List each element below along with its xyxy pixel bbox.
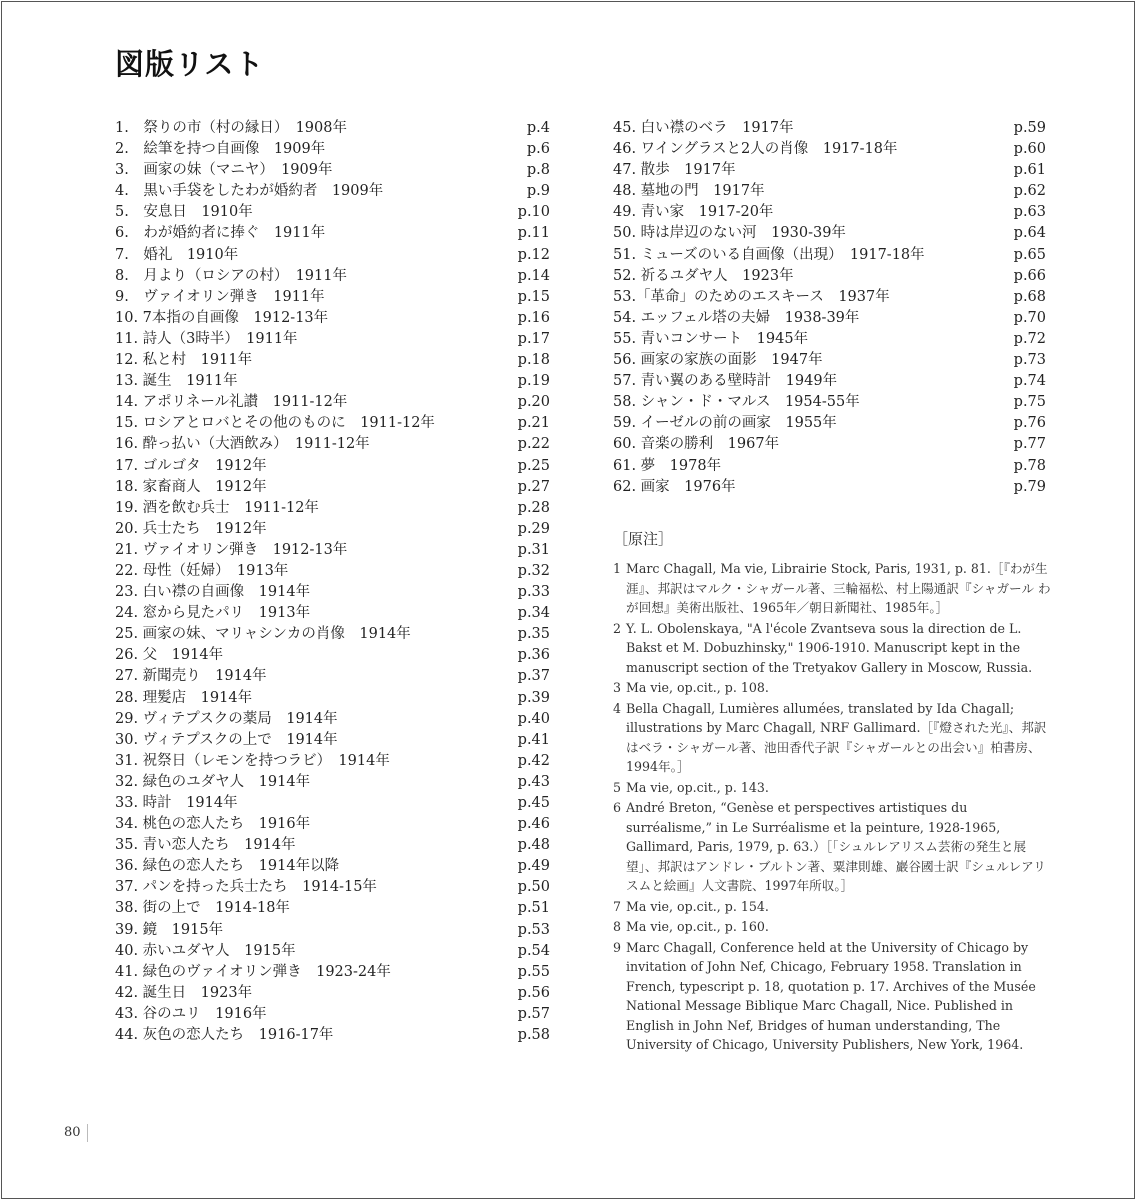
plate-entry (115, 392, 550, 413)
plate-title: 46. ワイングラスと2人の肖像 1917-18年 (613, 141, 898, 158)
plate-entry (115, 835, 550, 856)
plate-entry (115, 983, 550, 1004)
plate-title: 51. ミューズのいる自画像（出現） 1917-18年 (613, 246, 925, 263)
plate-title: 3. 画家の妹（マニヤ） 1909年 (115, 162, 333, 179)
plate-title: 17. ゴルゴタ 1912年 (115, 457, 267, 474)
plate-entry (115, 582, 550, 603)
plate-title: 19. 酒を飲む兵士 1911-12年 (115, 499, 319, 516)
plate-entry (115, 898, 550, 919)
note-text: Marc Chagall, Conference held at the University of Chicago by invitation of John Nef, Chicago, February 1958. Translation in French, typescript p. 18, quotation p. 17. Archives of the Musée National Message Biblique Marc Chagall, Nice. Published in English in John Nef, Bridges of human understanding, The University of Chicago, University Publishers, New York, 1964. (626, 939, 1036, 1052)
notes-list (613, 559, 1053, 1055)
plate-page-ref: p.57 (517, 1005, 550, 1022)
plate-entry (613, 160, 1046, 181)
plate-entry (613, 118, 1046, 139)
plate-title: 32. 緑色のユダヤ人 1914年 (115, 773, 311, 790)
plate-page-ref: p.78 (1013, 457, 1046, 474)
plate-entry (115, 308, 550, 329)
plate-page-ref: p.48 (517, 837, 550, 854)
plate-page-ref: p.35 (517, 626, 550, 643)
plate-title: 1. 祭りの市（村の縁日） 1908年 (115, 120, 347, 136)
plate-title: 43. 谷のユリ 1916年 (115, 1005, 267, 1022)
plate-title: 25. 画家の妹、マリャシンカの肖像 1914年 (115, 626, 411, 643)
plate-entry (613, 477, 1046, 498)
plate-title: 34. 桃色の恋人たち 1916年 (115, 816, 311, 833)
plate-page-ref: p.76 (1013, 415, 1046, 432)
note-item (613, 678, 1053, 698)
page-number: 80 (64, 1124, 88, 1142)
document-page (1, 1, 1135, 1199)
plate-entry (115, 498, 550, 519)
plate-page-ref: p.73 (1013, 352, 1046, 369)
plate-title: 38. 街の上で 1914-18年 (115, 900, 290, 917)
plate-page-ref: p.64 (1013, 225, 1046, 242)
note-text: André Breton, “Genèse et perspectives artistiques du surréalisme,” in Le Surréalisme et la peinture, 1928-1965, Gallimard, Paris, 1979, p. 63.）［「シュルレアリスム芸術の発生と展望」、邦訳はアンドレ・ブルトン著、粟津則雄、巖谷國士訳『シュルレアリスムと絵画』人文書院、1997年所収。］ (626, 800, 1046, 893)
plate-page-ref: p.53 (517, 921, 550, 938)
plate-entry (115, 519, 550, 540)
plate-page-ref: p.65 (1013, 246, 1046, 263)
plate-entry (115, 223, 550, 244)
plate-title: 57. 青い翼のある壁時計 1949年 (613, 373, 838, 390)
plate-title: 15. ロシアとロバとその他のものに 1911-12年 (115, 415, 435, 432)
plate-title: 52. 祈るユダヤ人 1923年 (613, 267, 794, 284)
plate-title: 12. 私と村 1911年 (115, 352, 253, 369)
plate-page-ref: p.60 (1013, 141, 1046, 158)
note-number: 2 (613, 620, 622, 636)
plate-title: 40. 赤いユダヤ人 1915年 (115, 942, 296, 959)
plate-entry (115, 730, 550, 751)
note-text: Marc Chagall, Ma vie, Librairie Stock, Paris, 1931, p. 81.［『わが生涯』、邦訳はマルク・シャガール著、三輪福松、村上陽通訳『シャガール わが回想』美術出版社、1965年／朝日新聞社、1985年。］ (626, 561, 1051, 615)
note-item (613, 897, 1053, 917)
plate-page-ref: p.22 (517, 436, 550, 453)
note-item (613, 938, 1053, 1055)
plate-title: 4. 黒い手袋をしたわが婚約者 1909年 (115, 183, 384, 200)
plate-page-ref: p.61 (1013, 162, 1046, 179)
plate-entry (115, 624, 550, 645)
plate-entry (115, 477, 550, 498)
plate-entry (115, 139, 550, 160)
plate-page-ref: p.9 (526, 183, 550, 200)
plate-list-right (613, 118, 1046, 498)
plate-entry (115, 1025, 550, 1046)
plate-page-ref: p.11 (517, 225, 550, 242)
note-number: 4 (613, 700, 622, 716)
plate-page-ref: p.21 (517, 415, 550, 432)
note-number: 7 (613, 898, 622, 914)
plate-title: 47. 散歩 1917年 (613, 162, 736, 179)
plate-page-ref: p.41 (517, 731, 550, 748)
plate-title: 13. 誕生 1911年 (115, 373, 238, 390)
plate-entry (115, 118, 550, 139)
plate-title: 10. 7本指の自画像 1912-13年 (115, 309, 329, 326)
plate-page-ref: p.40 (517, 710, 550, 727)
plate-page-ref: p.77 (1013, 436, 1046, 453)
plate-entry (115, 456, 550, 477)
plate-entry (115, 920, 550, 941)
plate-entry (115, 856, 550, 877)
plate-entry (613, 434, 1046, 455)
plate-title: 58. シャン・ド・マルス 1954-55年 (613, 394, 860, 411)
plate-title: 24. 窓から見たパリ 1913年 (115, 605, 311, 622)
plate-entry (115, 287, 550, 308)
plate-title: 11. 詩人（3時半） 1911年 (115, 330, 298, 347)
plate-page-ref: p.20 (517, 394, 550, 411)
plate-page-ref: p.66 (1013, 267, 1046, 284)
plate-title: 36. 緑色の恋人たち 1914年以降 (115, 858, 340, 875)
plate-page-ref: p.70 (1013, 309, 1046, 326)
plate-entry (115, 814, 550, 835)
plate-entry (115, 561, 550, 582)
plate-title: 39. 鏡 1915年 (115, 921, 224, 938)
plate-entry (115, 709, 550, 730)
plate-entry (115, 202, 550, 223)
plate-title: 44. 灰色の恋人たち 1916-17年 (115, 1027, 334, 1044)
plate-page-ref: p.68 (1013, 288, 1046, 305)
plate-entry (115, 181, 550, 202)
plate-title: 9. ヴァイオリン弾き 1911年 (115, 288, 325, 305)
plate-page-ref: p.79 (1013, 478, 1046, 495)
note-text: Ma vie, op.cit., p. 160. (626, 919, 769, 934)
plate-page-ref: p.18 (517, 352, 550, 369)
plate-entry (613, 266, 1046, 287)
plate-entry (115, 751, 550, 772)
plate-entry (613, 350, 1046, 371)
plate-title: 62. 画家 1976年 (613, 478, 736, 495)
notes-heading: ［原注］ (613, 530, 674, 548)
plate-title: 42. 誕生日 1923年 (115, 984, 253, 1001)
plate-title: 16. 酔っ払い（大酒飲み） 1911-12年 (115, 436, 370, 453)
plate-entry (115, 1004, 550, 1025)
plate-title: 20. 兵士たち 1912年 (115, 520, 267, 537)
plate-title: 7. 婚礼 1910年 (115, 246, 239, 263)
plate-page-ref: p.6 (526, 141, 550, 158)
note-item (613, 917, 1053, 937)
plate-page-ref: p.31 (517, 541, 550, 558)
note-text: Ma vie, op.cit., p. 154. (626, 898, 769, 914)
plate-title: 59. イーゼルの前の画家 1955年 (613, 415, 837, 432)
plate-entry (115, 350, 550, 371)
plate-entry (613, 392, 1046, 413)
plate-entry (115, 540, 550, 561)
note-item (613, 559, 1053, 618)
note-text: Bella Chagall, Lumières allumées, translated by Ida Chagall; illustrations by Marc Chagall, NRF Gallimard.［『燈された光』、邦訳はベラ・シャガール著、池田香代子訳『シャガールとの出会い』柏書房、1994年。］ (626, 700, 1047, 774)
plate-page-ref: p.34 (517, 605, 550, 622)
note-number: 9 (613, 939, 622, 955)
plate-page-ref: p.54 (517, 942, 550, 959)
plate-page-ref: p.72 (1013, 330, 1046, 347)
plate-page-ref: p.15 (517, 288, 550, 305)
plate-entry (115, 413, 550, 434)
plate-title: 50. 時は岸辺のない河 1930-39年 (613, 225, 846, 242)
plate-title: 54. エッフェル塔の夫婦 1938-39年 (613, 309, 860, 326)
plate-page-ref: p.49 (517, 858, 550, 875)
plate-page-ref: p.25 (517, 457, 550, 474)
plate-title: 56. 画家の家族の面影 1947年 (613, 352, 823, 369)
plate-page-ref: p.27 (517, 478, 550, 495)
plate-page-ref: p.46 (517, 816, 550, 833)
note-text: Y. L. Obolenskaya, "A l'école Zvantseva sous la direction de L. Bakst et M. Dobuzhinsky," 1906-1910. Manuscript kept in the manuscript section of the Tretyakov Gallery in Moscow, Russia. (626, 620, 1033, 675)
note-text: Ma vie, op.cit., p. 143. (626, 779, 769, 795)
plate-page-ref: p.33 (517, 584, 550, 601)
plate-page-ref: p.32 (517, 562, 550, 579)
plate-title: 22. 母性（妊婦） 1913年 (115, 562, 289, 579)
plate-entry (115, 941, 550, 962)
plate-title: 55. 青いコンサート 1945年 (613, 330, 809, 347)
plate-entry (613, 181, 1046, 202)
plate-title: 21. ヴァイオリン弾き 1912-13年 (115, 541, 348, 558)
plate-entry (613, 329, 1046, 350)
plate-title: 29. ヴィテプスクの薬局 1914年 (115, 710, 338, 727)
plate-page-ref: p.74 (1013, 373, 1046, 390)
plate-page-ref: p.45 (517, 795, 550, 811)
note-number: 5 (613, 779, 622, 795)
plate-entry (613, 245, 1046, 266)
plate-page-ref: p.42 (517, 752, 550, 769)
plate-title: 37. パンを持った兵士たち 1914-15年 (115, 879, 377, 896)
plate-page-ref: p.16 (517, 309, 550, 326)
plate-entry (613, 371, 1046, 392)
plate-title: 60. 音楽の勝利 1967年 (613, 436, 780, 453)
plate-entry (613, 139, 1046, 160)
plate-page-ref: p.75 (1013, 394, 1046, 411)
plate-title: 33. 時計 1914年 (115, 795, 238, 811)
plate-page-ref: p.43 (517, 773, 550, 790)
plate-page-ref: p.14 (517, 267, 550, 284)
plate-title: 8. 月より（ロシアの村） 1911年 (115, 267, 347, 284)
plate-page-ref: p.10 (517, 204, 550, 221)
plate-entry (613, 202, 1046, 223)
plate-page-ref: p.51 (517, 900, 550, 917)
plate-page-ref: p.39 (517, 689, 550, 706)
plate-entry (115, 688, 550, 709)
plate-title: 30. ヴィテプスクの上で 1914年 (115, 731, 338, 748)
plate-title: 35. 青い恋人たち 1914年 (115, 837, 296, 854)
plate-entry (115, 329, 550, 350)
plate-title: 18. 家畜商人 1912年 (115, 478, 267, 495)
note-item (613, 699, 1053, 777)
plate-entry (115, 266, 550, 287)
plate-page-ref: p.17 (517, 330, 550, 347)
plate-page-ref: p.4 (526, 120, 550, 136)
plate-page-ref: p.56 (517, 984, 550, 1001)
plate-entry (613, 223, 1046, 244)
original-notes (613, 528, 1053, 1056)
plate-title: 5. 安息日 1910年 (115, 204, 253, 221)
plate-entry (115, 434, 550, 455)
plate-title: 31. 祝祭日（レモンを持つラビ） 1914年 (115, 752, 390, 769)
plate-entry (613, 308, 1046, 329)
plate-page-ref: p.28 (517, 499, 550, 516)
note-item (613, 619, 1053, 678)
plate-page-ref: p.19 (517, 373, 550, 390)
plate-title: 27. 新聞売り 1914年 (115, 668, 267, 685)
plate-entry (115, 603, 550, 624)
plate-page-ref: p.63 (1013, 204, 1046, 221)
plate-entry (115, 371, 550, 392)
plate-entry (115, 666, 550, 687)
plate-title: 23. 白い襟の自画像 1914年 (115, 584, 311, 601)
plate-entry (613, 287, 1046, 308)
plate-entry (115, 772, 550, 793)
plate-title: 28. 理髪店 1914年 (115, 689, 253, 706)
note-number: 6 (613, 800, 622, 815)
plate-page-ref: p.12 (517, 246, 550, 263)
plate-page-ref: p.58 (517, 1027, 550, 1044)
note-text: Ma vie, op.cit., p. 108. (626, 680, 769, 695)
plate-page-ref: p.50 (517, 879, 550, 896)
plate-entry (115, 160, 550, 181)
plate-title: 6. わが婚約者に捧ぐ 1911年 (115, 225, 326, 242)
note-number: 1 (613, 561, 622, 576)
plate-page-ref: p.59 (1013, 120, 1046, 136)
plate-entry (613, 456, 1046, 477)
plate-page-ref: p.55 (517, 963, 550, 980)
plate-title: 14. アポリネール礼讃 1911-12年 (115, 394, 348, 411)
plate-entry (613, 413, 1046, 434)
page-title: 図版リスト (115, 47, 265, 81)
plate-entry (115, 245, 550, 266)
plate-title: 53.「革命」のためのエスキース 1937年 (613, 288, 890, 305)
plate-entry (115, 877, 550, 898)
plate-page-ref: p.29 (517, 520, 550, 537)
note-number: 3 (613, 680, 622, 695)
plate-entry (115, 962, 550, 983)
plate-entry (115, 645, 550, 666)
plate-page-ref: p.62 (1013, 183, 1046, 200)
plate-page-ref: p.8 (526, 162, 550, 179)
note-item (613, 778, 1053, 798)
plate-entry (115, 793, 550, 814)
plate-title: 2. 絵筆を持つ自画像 1909年 (115, 141, 326, 158)
plate-title: 48. 墓地の門 1917年 (613, 183, 765, 200)
plate-title: 26. 父 1914年 (115, 647, 224, 664)
plate-page-ref: p.36 (517, 647, 550, 664)
plate-list-left (115, 118, 550, 1046)
plate-title: 41. 緑色のヴァイオリン弾き 1923-24年 (115, 963, 391, 980)
plate-page-ref: p.37 (517, 668, 550, 685)
note-item (613, 798, 1053, 896)
plate-title: 45. 白い襟のベラ 1917年 (613, 120, 794, 136)
plate-title: 49. 青い家 1917-20年 (613, 204, 774, 221)
plate-title: 61. 夢 1978年 (613, 457, 722, 474)
note-number: 8 (613, 919, 622, 934)
